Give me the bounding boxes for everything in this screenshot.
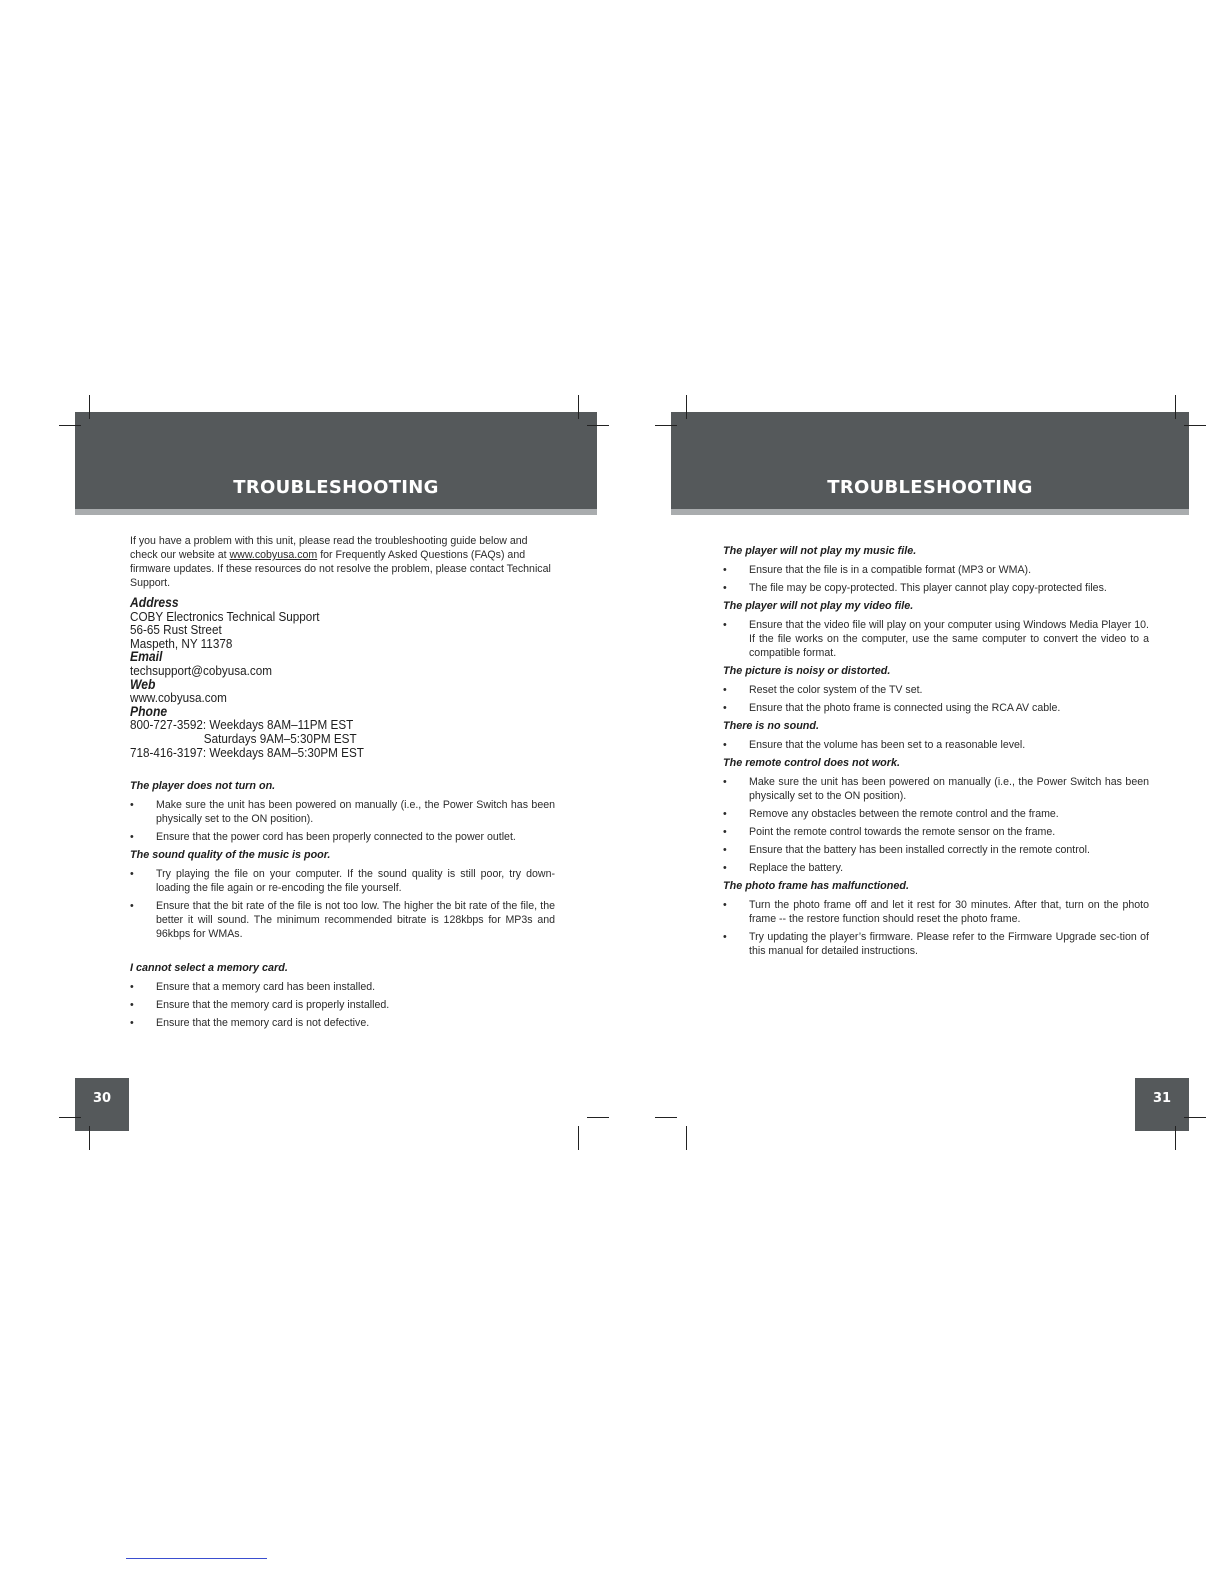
crop-mark [1184,1117,1206,1118]
crop-mark [686,1126,687,1150]
header-bar [671,412,1189,515]
list-item: • Make sure the unit has been powered on manually (i.e., the Power Switch has been physically set to the ON position). [130,798,555,826]
section-sound-quality [130,848,555,941]
crop-mark [89,1126,90,1150]
list-item: • Ensure that the memory card is properly installed. [130,998,555,1012]
intro-paragraph [130,534,555,590]
list-item: • Try playing the file on your computer. If the sound quality is still poor, try down-loading the file again or re-encoding the file yourself. [130,867,555,895]
list-item: • Ensure that the memory card is not defective. [130,1016,555,1030]
list-item: • Replace the battery. [723,861,1149,875]
section-music-file [723,544,1149,595]
phone-line: 800-727-3592: Weekdays 8AM–11PM EST [130,717,354,733]
section-memory-card [130,961,555,1030]
section-title: The player will not play my music file. [723,545,917,557]
list-item: • Ensure that the power cord has been properly connected to the power outlet. [130,830,555,844]
crop-mark [59,425,81,426]
page-number: 30 [75,1078,129,1131]
list-item: • Point the remote control towards the remote sensor on the frame. [723,825,1149,839]
section-title: The picture is noisy or distorted. [723,665,891,677]
address-line: 56-65 Rust Street [130,622,222,638]
section-no-sound [723,719,1149,752]
section-title: I cannot select a memory card. [130,962,288,975]
crop-mark [578,1126,579,1150]
right-page [671,412,1189,1132]
section-remote-control [723,756,1149,875]
section-picture-noisy [723,664,1149,715]
phone-label: Phone [130,703,168,719]
crop-mark [1184,425,1206,426]
section-video-file [723,599,1149,660]
crop-mark [578,395,579,419]
section-malfunctioned [723,879,1149,958]
section-title: The player will not play my video file. [723,600,914,612]
website-link[interactable]: www.cobyusa.com [229,549,318,561]
intro-text-2: for Frequently Asked Questions (FAQs) and firmware updates. If these resources do not resolve the problem, please contact Technical Support. [130,549,551,589]
header-bar [75,412,597,515]
email-label: Email [130,649,163,665]
list-item: • Try updating the player’s firmware. Please refer to the Firmware Upgrade sec-tion of this manual for detailed instructions. [723,930,1149,958]
section-title: The photo frame has malfunctioned. [723,880,909,892]
phone-line: 718-416-3197: Weekdays 8AM–5:30PM EST [130,744,364,760]
list-item: • Ensure that a memory card has been installed. [130,980,555,994]
list-item: • Remove any obstacles between the remote control and the frame. [723,807,1149,821]
page-number: 31 [1135,1078,1189,1131]
section-title: The remote control does not work. [723,757,900,769]
crop-mark [1175,1126,1176,1150]
list-item: • The file may be copy-protected. This player cannot play copy-protected files. [723,581,1149,595]
intro-text-1: If you have a problem with this unit, please read the troubleshooting guide below and check our website at [130,535,528,561]
list-item: • Make sure the unit has been powered on manually (i.e., the Power Switch has been physically set to the ON position). [723,775,1149,803]
page-title: TROUBLESHOOTING [827,477,1033,498]
email-value[interactable]: techsupport@cobyusa.com [130,662,272,678]
section-title: The player does not turn on. [130,780,276,793]
crop-mark [89,395,90,419]
crop-mark [655,425,677,426]
page-title: TROUBLESHOOTING [233,477,439,498]
list-item: • Ensure that the video file will play on your computer using Windows Media Player 10. If the file works on the computer, use the same computer to convert the video to a compatible format. [723,618,1149,660]
address-line: Maspeth, NY 11378 [130,635,233,651]
list-item: • Ensure that the photo frame is connected using the RCA AV cable. [723,701,1149,715]
web-label: Web [130,676,156,692]
footer-underline [126,1558,267,1559]
address-line: COBY Electronics Technical Support [130,608,320,624]
section-player-not-turn-on [130,779,555,844]
section-title: The sound quality of the music is poor. [130,849,331,862]
list-item: • Ensure that the file is in a compatible format (MP3 or WMA). [723,563,1149,577]
crop-mark [1175,395,1176,419]
list-item: • Turn the photo frame off and let it rest for 30 minutes. After that, turn on the photo frame -- the restore function should reset the photo frame. [723,898,1149,926]
left-page [75,412,597,1132]
crop-mark [59,1117,81,1118]
right-content [723,544,1149,962]
left-content [130,534,555,1034]
section-title: There is no sound. [723,720,819,732]
address-label: Address [130,595,179,610]
crop-mark [686,395,687,419]
list-item: • Ensure that the volume has been set to a reasonable level. [723,738,1149,752]
crop-mark [587,425,609,426]
web-value[interactable]: www.cobyusa.com [130,690,227,706]
crop-mark [655,1117,677,1118]
list-item: • Ensure that the battery has been installed correctly in the remote control. [723,843,1149,857]
phone-line: Saturdays 9AM–5:30PM EST [203,730,357,746]
contact-block [130,596,513,759]
crop-mark [587,1117,609,1118]
list-item: • Reset the color system of the TV set. [723,683,1149,697]
list-item: • Ensure that the bit rate of the file is not too low. The higher the bit rate of the file, the better it will sound. The minimum recommended bitrate is 128kbps for MP3s and 96kbps for WMAs. [130,899,555,941]
